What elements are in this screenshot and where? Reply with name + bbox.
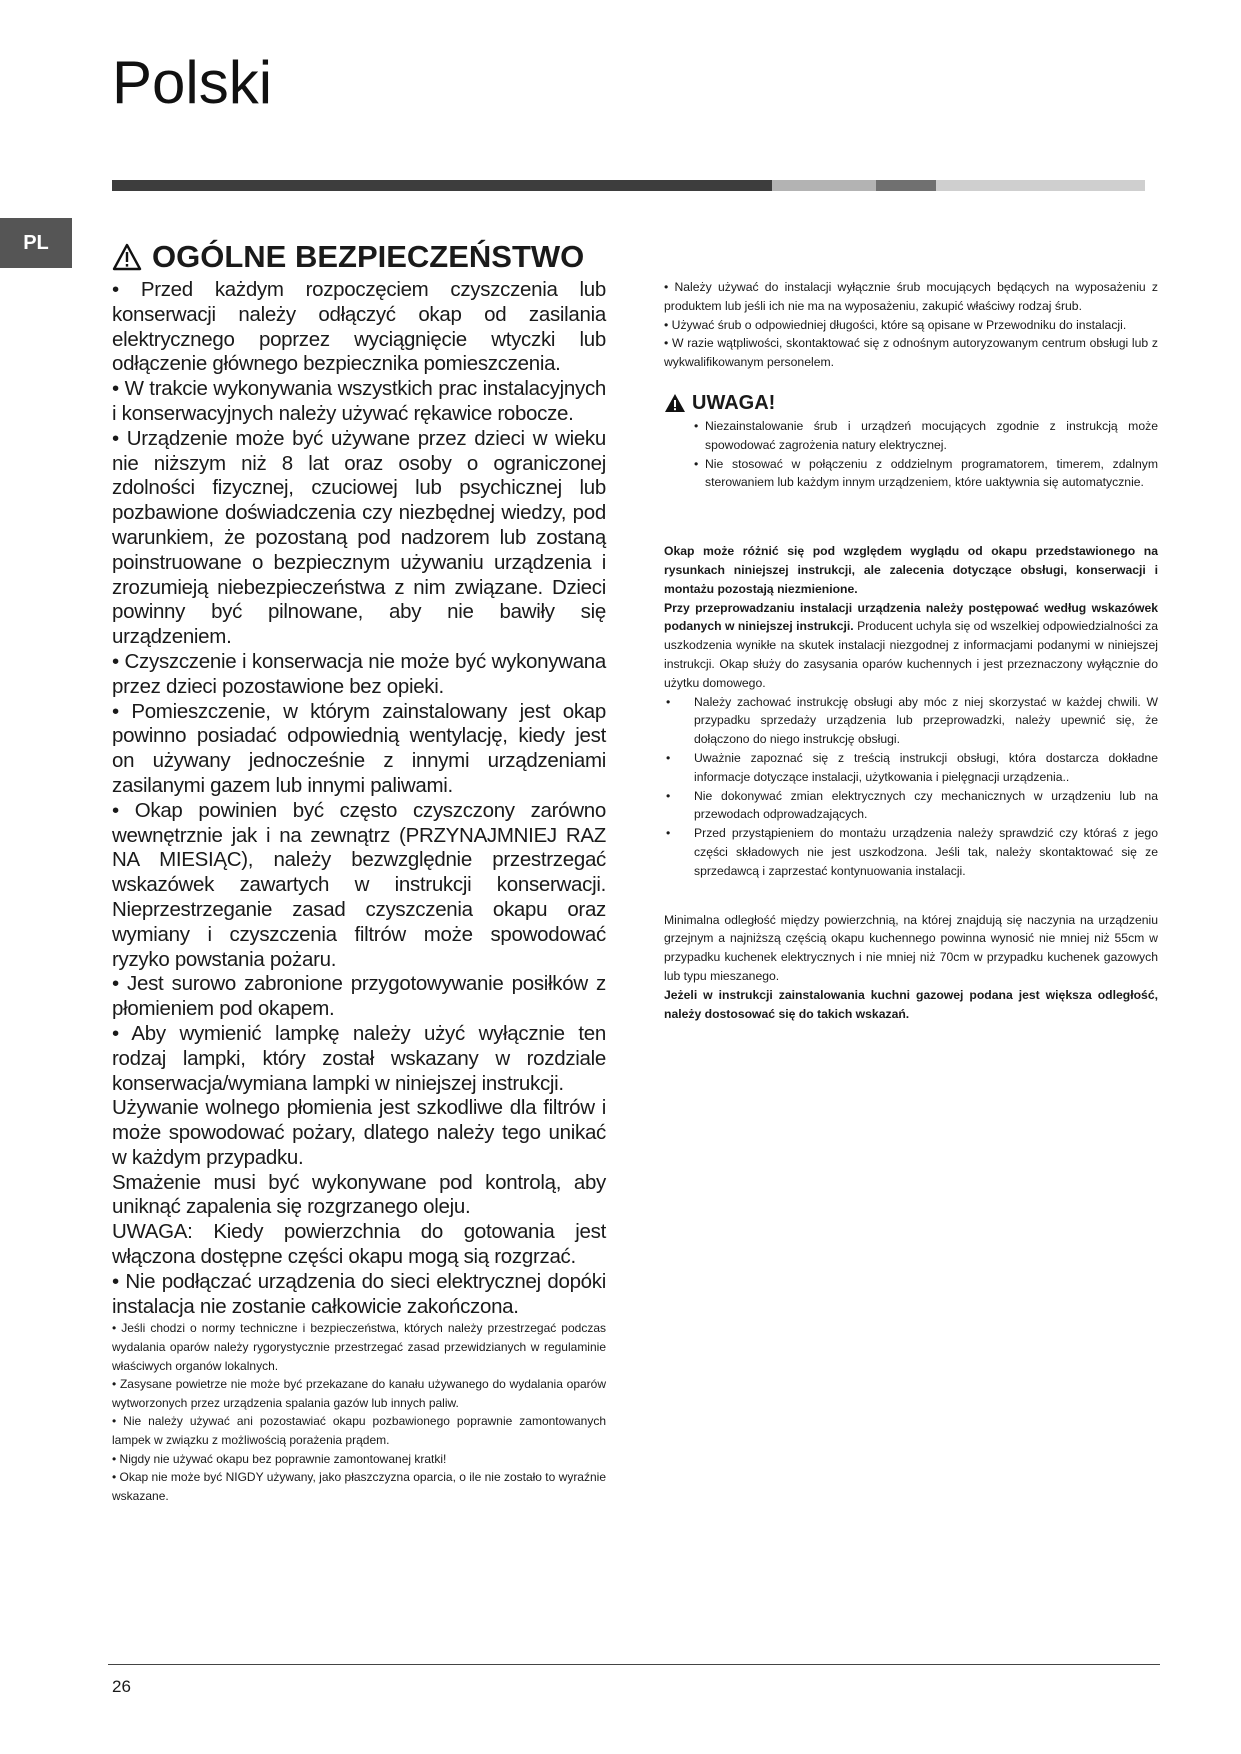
- install-item: • Przed przystąpieniem do montażu urządzenia należy sprawdzić czy któraś z jego części składowych nie jest uszkodzona. Jeśli tak, należy skontaktować się ze sprzedawcą i zaprzestać kontynuowania instalacji.: [664, 824, 1158, 880]
- safety-paragraph: • Pomieszczenie, w którym zainstalowany jest okap powinno posiadać odpowiednią wentylację, kiedy jest on używany jednocześnie z innymi urządzeniami zasilanymi gazem lub innymi paliwami.: [112, 699, 606, 797]
- install-item: • Należy zachować instrukcję obsługi aby móc z niej skorzystać w każdej chwili. W przypadku sprzedaży urządzenia lub przeprowadzki, należy upewnić się, że dołączono do niego instrukcję obsługi.: [664, 693, 1158, 749]
- language-tab: PL: [0, 218, 72, 268]
- warning-item: • Nie stosować w połączeniu z oddzielnym programatorem, timerem, zdalnym sterowaniem lub każdym innym urządzeniem, które uaktywnia się automatycznie.: [664, 455, 1158, 493]
- page-language-title: Polski: [112, 49, 273, 116]
- warning-list: [664, 417, 1158, 492]
- install-item: • Nie dokonywać zmian elektrycznych czy mechanicznych w urządzeniu lub na przewodach odprowadzających.: [664, 787, 1158, 825]
- footer-divider: [108, 1664, 1160, 1665]
- distance-note: Jeżeli w instrukcji zainstalowania kuchni gazowej podana jest większa odległość, należy dostosować się do takich wskazań.: [664, 987, 1158, 1021]
- warning-heading: [664, 392, 1158, 415]
- safety-note: • Zasysane powietrze nie może być przekazane do kanału używanego do wydalania oparów wytworzonych przez urządzenia spalania gazów lub innych paliw.: [112, 1377, 606, 1410]
- safety-paragraph: Smażenie musi być wykonywane pod kontrolą, aby uniknąć zapalenia się rozgrzanego oleju.: [112, 1170, 606, 1219]
- installation-list: [664, 693, 1158, 881]
- header-bar-segment-3: [876, 180, 936, 191]
- safety-paragraph: • Przed każdym rozpoczęciem czyszczenia lub konserwacji należy odłączyć okap od zasilania elektrycznego poprzez wyciągnięcie wtyczki lub odłączenie głównego bezpiecznika pomieszczenia.: [112, 278, 606, 376]
- safety-paragraph: • Urządzenie może być używane przez dzieci w wieku nie niższym niż 8 lat oraz osoby o ograniczonej zdolności fizycznej, czuciowej lub psychicznej lub pozbawione doświadczenia czy niezbędnej wiedzy, pod warunkiem, że pozostaną pod nadzorem lub zostaną poinstruowane o bezpiecznym używaniu urządzenia i zrozumieją niebezpieczeństwa z nim związane. Dzieci powinny być pilnowane, aby nie bawiły się urządzeniem.: [112, 426, 606, 649]
- screw-note: • Używać śrub o odpowiedniej długości, które są opisane w Przewodniku do instalacji.: [664, 317, 1127, 332]
- safety-paragraph: UWAGA: Kiedy powierzchnia do gotowania jest włączona dostępne części okapu mogą sią rozgrzać.: [112, 1220, 606, 1269]
- screw-instructions: [664, 278, 1158, 372]
- safety-paragraph: Używanie wolnego płomienia jest szkodliwe dla filtrów i może spowodować pożary, dlatego należy tego unikać w każdym przypadku.: [112, 1096, 606, 1169]
- section-title: [112, 238, 606, 276]
- safety-note: • Jeśli chodzi o normy techniczne i bezpieczeństwa, których należy przestrzegać podczas wydalania oparów należy rygorystycznie przestrzegać zasad przewidzianych w regulaminie właściwych organów lokalnych.: [112, 1321, 606, 1373]
- warning-title: UWAGA!: [692, 391, 776, 414]
- installation-section: [664, 542, 1158, 692]
- header-bar-segment-2: [772, 180, 876, 191]
- install-paragraph: [664, 599, 1158, 693]
- right-column: [664, 278, 1158, 1023]
- distance-text: Minimalna odległość między powierzchnią, na której znajdują się naczynia na urządzeniu grzejnym a najniższą częścią okapu kuchennego powinna wynosić nie mniej niż 55cm w przypadku kuchenek elektrycznych i nie mniej niż 70cm w przypadku kuchenek gazowych lub typu mieszanego.: [664, 912, 1158, 983]
- screw-note: • W razie wątpliwości, skontaktować się z odnośnym autoryzowanym centrum obsługi lub z wykwalifikowanym personelem.: [664, 336, 1158, 370]
- section-title-text: OGÓLNE BEZPIECZEŃSTWO: [152, 239, 585, 274]
- safety-paragraph: • Aby wymienić lampkę należy użyć wyłącznie ten rodzaj lampki, który został wskazany w rozdziale konserwacja/wymiana lampki w niniejszej instrukcji.: [112, 1021, 606, 1095]
- safety-instructions-small: [112, 1319, 606, 1505]
- install-lead: Przy przeprowadzaniu instalacji urządzenia należy postępować według wskazówek podanych w niniejszej instrukcji.: [664, 600, 1158, 634]
- safety-note: • Nie należy używać ani pozostawiać okapu pozbawionego poprawnie zamontowanych lampek w związku z możliwością porażenia prądem.: [112, 1414, 606, 1448]
- screw-note: • Należy używać do instalacji wyłącznie śrub mocujących będących na wyposażeniu z produktem lub jeśli ich nie ma na wyposażeniu, zakupić właściwy rodzaj śrub.: [664, 280, 1158, 313]
- warning-item: • Niezainstalowanie śrub i urządzeń mocujących zgodnie z instrukcją może spowodować zagrożenia natury elektrycznej.: [664, 417, 1158, 455]
- safety-paragraph: • Nie podłączać urządzenia do sieci elektrycznej dopóki instalacja nie zostanie całkowicie zakończona.: [112, 1269, 606, 1318]
- warning-triangle-icon: [112, 243, 142, 271]
- safety-paragraph: • Czyszczenie i konserwacja nie może być wykonywana przez dzieci pozostawione bez opieki.: [112, 649, 606, 698]
- left-column: [112, 238, 606, 1505]
- safety-instructions-large: [112, 278, 606, 1319]
- header-bar-segment-4: [936, 180, 1145, 191]
- install-item: • Uważnie zapoznać się z treścią instrukcji obsługi, która dostarcza dokładne informacje dotyczące instalacji, użytkowania i pielęgnacji urządzenia..: [664, 749, 1158, 787]
- safety-paragraph: • Okap powinien być często czyszczony zarówno wewnętrznie jak i na zewnątrz (PRZYNAJMNIEJ RAZ NA MIESIĄC), należy bezwzględnie przestrzegać wskazówek zawartych w instrukcji konserwacji. Nieprzestrzeganie zasad czyszczenia okapu oraz wymiany i czyszczenia filtrów może spowodować ryzyko powstania pożaru.: [112, 798, 606, 971]
- header-bar-segment-1: [112, 180, 772, 191]
- safety-paragraph: • Jest surowo zabronione przygotowywanie posiłków z płomieniem pod okapem.: [112, 972, 606, 1021]
- safety-paragraph: • W trakcie wykonywania wszystkich prac instalacyjnych i konserwacyjnych należy używać rękawice robocze.: [112, 377, 606, 425]
- page-number: 26: [112, 1677, 131, 1696]
- safety-note: • Nigdy nie używać okapu bez poprawnie zamontowanej kratki!: [112, 1451, 447, 1466]
- distance-section: [664, 911, 1158, 1024]
- install-text: Producent uchyla się od wszelkiej odpowiedzialności za uszkodzenia wynikłe na skutek instalacji niezgodnej z informacjami podanymi w niniejszej instrukcji. Okap służy do zasysania oparów kuchennych i jest przeznaczony wyłącznie do użytku domowego.: [664, 619, 1158, 690]
- warning-filled-icon: [664, 393, 686, 413]
- safety-note: • Okap nie może być NIGDY używany, jako płaszczyzna oparcia, o ile nie zostało to wyraźnie wskazane.: [112, 1470, 606, 1503]
- install-intro: Okap może różnić się pod względem wyglądu od okapu przedstawionego na rysunkach niniejszej instrukcji, ale zalecenia dotyczące obsługi, konserwacji i montażu pozostają niezmienione.: [664, 544, 1158, 596]
